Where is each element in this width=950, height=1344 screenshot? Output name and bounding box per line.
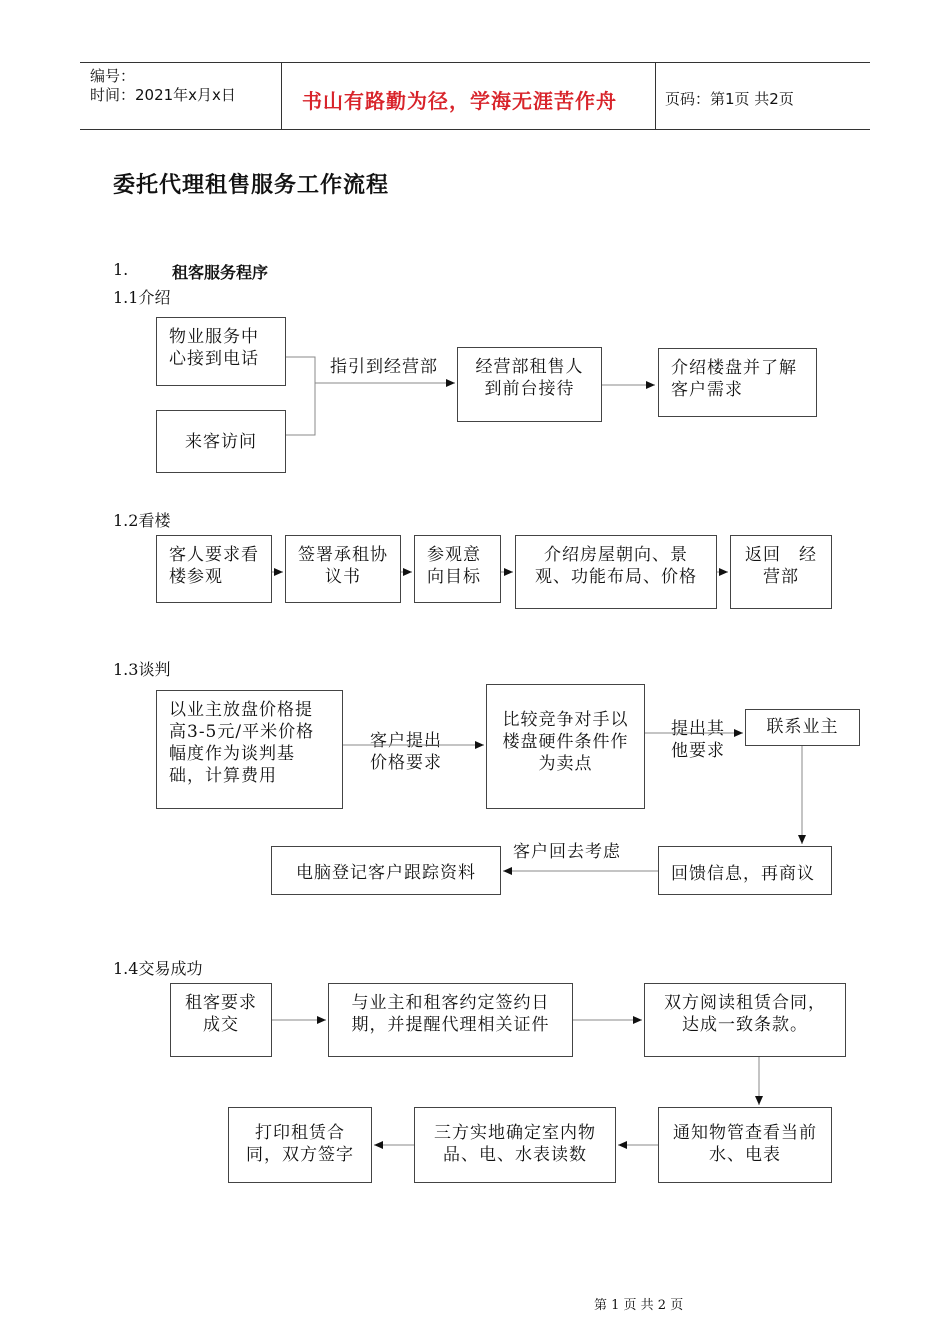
page-number-label: 页码：第1页 共2页 bbox=[665, 90, 794, 108]
subsection-heading-1-3: 1.3谈判 bbox=[113, 660, 171, 679]
flow-box-contact-owner: 联系业主 bbox=[745, 709, 860, 746]
document-title: 委托代理租售服务工作流程 bbox=[113, 173, 390, 198]
connector-phone bbox=[286, 357, 315, 435]
flow-box-intro-features: 介绍房屋朝向、景观、功能布局、价格 bbox=[515, 535, 717, 609]
flow-box-base-price: 以业主放盘价格提高3-5元/平米价格幅度作为谈判基础，计算费用 bbox=[156, 690, 343, 809]
flow-box-intro: 介绍楼盘并了解客户需求 bbox=[658, 348, 817, 417]
flow-box-reception: 经营部租售人到前台接待 bbox=[457, 347, 602, 422]
flow-box-onsite-check: 三方实地确定室内物品、电、水表读数 bbox=[414, 1107, 616, 1183]
section-title: 租客服务程序 bbox=[172, 263, 269, 282]
flow-box-compare: 比较竞争对手以楼盘硬件条件作为卖点 bbox=[486, 684, 645, 809]
time-label: 时间：2021年x月x日 bbox=[90, 86, 236, 104]
flow-box-phone: 物业服务中心接到电话 bbox=[156, 317, 286, 386]
flow-box-feedback: 回馈信息，再商议 bbox=[658, 846, 832, 895]
flow-box-deal-request: 租客要求成交 bbox=[170, 983, 272, 1057]
flow-box-visit: 来客访问 bbox=[156, 410, 286, 473]
flow-box-notify-property: 通知物管查看当前水、电表 bbox=[658, 1107, 832, 1183]
label-guide: 指引到经营部 bbox=[330, 357, 438, 377]
subsection-heading-1-1: 1.1介绍 bbox=[113, 288, 171, 307]
label-client-price: 客户提出价格要求 bbox=[370, 731, 442, 773]
flow-box-visit-target: 参观意向目标 bbox=[414, 535, 501, 603]
label-client-consider: 客户回去考虑 bbox=[513, 842, 621, 862]
serial-number-label: 编号： bbox=[90, 67, 136, 85]
page-footer: 第 1 页 共 2 页 bbox=[594, 1298, 684, 1313]
flow-box-register: 电脑登记客户跟踪资料 bbox=[271, 846, 501, 895]
flow-box-sign-date: 与业主和租客约定签约日期，并提醒代理相关证件 bbox=[328, 983, 573, 1057]
flow-box-view-request: 客人要求看楼参观 bbox=[156, 535, 272, 603]
flow-box-return: 返回 经营部 bbox=[730, 535, 832, 609]
section-number: 1. bbox=[113, 260, 129, 279]
subsection-heading-1-4: 1.4交易成功 bbox=[113, 959, 203, 978]
flow-box-read-contract: 双方阅读租赁合同，达成一致条款。 bbox=[644, 983, 846, 1057]
flow-box-sign-agreement: 签署承租协议书 bbox=[285, 535, 401, 603]
subsection-heading-1-2: 1.2看楼 bbox=[113, 511, 171, 530]
label-other-requirements: 提出其他要求 bbox=[671, 719, 725, 761]
header-motto: 书山有路勤为径，学海无涯苦作舟 bbox=[302, 89, 617, 113]
flow-box-print-contract: 打印租赁合同，双方签字 bbox=[228, 1107, 372, 1183]
